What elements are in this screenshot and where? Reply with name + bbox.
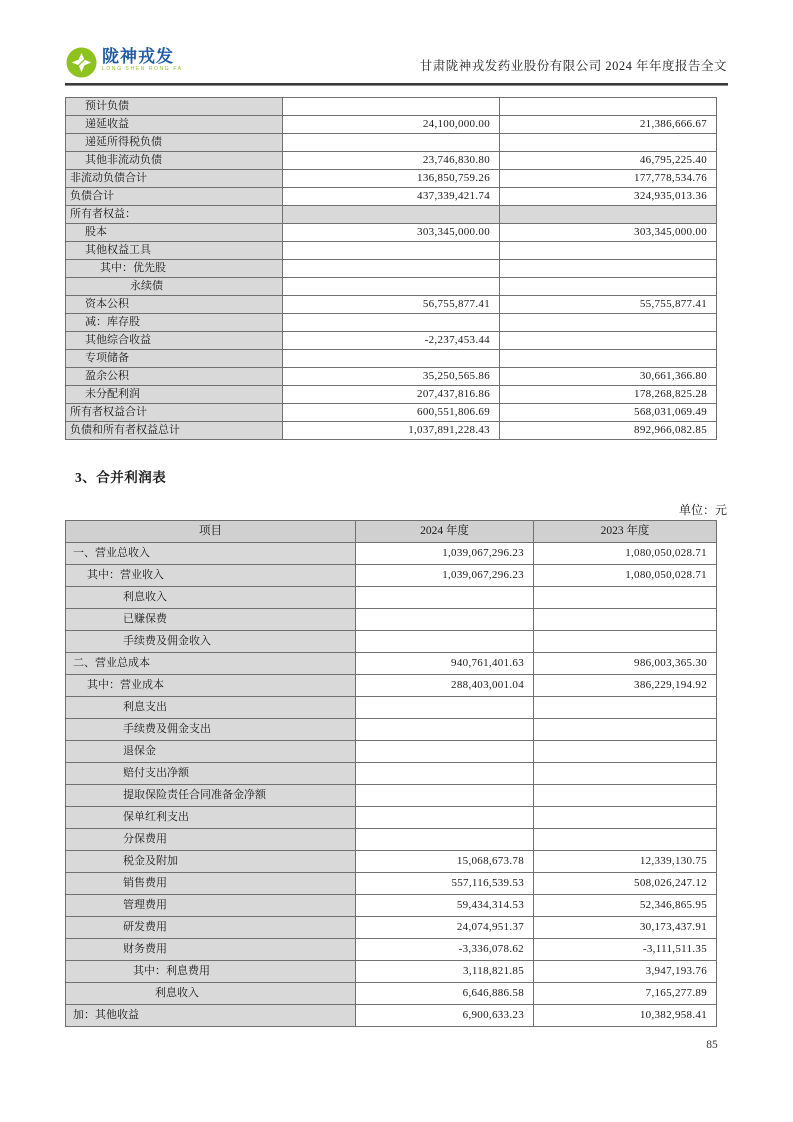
value-2024	[283, 278, 500, 296]
table-row	[66, 422, 717, 440]
value-2023: 1,080,050,028.71	[534, 565, 717, 587]
row-label: 税金及附加	[66, 851, 356, 873]
value-2024	[356, 719, 534, 741]
value-2024: 15,068,673.78	[356, 851, 534, 873]
row-label: 其中：营业成本	[66, 675, 356, 697]
row-label: 其他非流动负债	[66, 152, 283, 170]
value-2024	[356, 829, 534, 851]
table-row	[66, 895, 717, 917]
value-2023	[500, 350, 717, 368]
value-2024: 557,116,539.53	[356, 873, 534, 895]
row-label: 负债和所有者权益总计	[66, 422, 283, 440]
value-2024	[356, 631, 534, 653]
table-row	[66, 98, 717, 116]
value-2023: 986,003,365.30	[534, 653, 717, 675]
value-2024	[283, 314, 500, 332]
table-row	[66, 242, 717, 260]
row-label: 二、营业总成本	[66, 653, 356, 675]
row-label: 递延收益	[66, 116, 283, 134]
row-label: 利息收入	[66, 587, 356, 609]
value-2023: 303,345,000.00	[500, 224, 717, 242]
table-row	[66, 675, 717, 697]
table-row	[66, 314, 717, 332]
table-row	[66, 368, 717, 386]
row-label: 负债合计	[66, 188, 283, 206]
value-2023	[534, 719, 717, 741]
table-row	[66, 386, 717, 404]
value-2024: 136,850,759.26	[283, 170, 500, 188]
row-label: 永续债	[66, 278, 283, 296]
row-label: 赔付支出净额	[66, 763, 356, 785]
value-2023	[534, 609, 717, 631]
value-2023: -3,111,511.35	[534, 939, 717, 961]
row-label: 退保金	[66, 741, 356, 763]
table-header-row	[66, 521, 717, 543]
value-2023	[534, 697, 717, 719]
row-label: 已赚保费	[66, 609, 356, 631]
value-2024: 1,039,067,296.23	[356, 565, 534, 587]
value-2023: 30,173,437.91	[534, 917, 717, 939]
row-label: 所有者权益：	[66, 206, 283, 224]
row-label: 非流动负债合计	[66, 170, 283, 188]
table-row	[66, 224, 717, 242]
value-2023	[534, 741, 717, 763]
value-2023	[534, 631, 717, 653]
row-label: 未分配利润	[66, 386, 283, 404]
row-label: 管理费用	[66, 895, 356, 917]
value-2024: 23,746,830.80	[283, 152, 500, 170]
row-label: 分保费用	[66, 829, 356, 851]
table-row	[66, 631, 717, 653]
table-row	[66, 170, 717, 188]
value-2024	[356, 807, 534, 829]
brand-name-cn: 陇神戎发	[102, 47, 174, 66]
value-2024: 940,761,401.63	[356, 653, 534, 675]
table-row	[66, 763, 717, 785]
brand-name-en: LONG SHEN RONG FA	[102, 66, 183, 72]
value-2024	[356, 587, 534, 609]
value-2023: 568,031,069.49	[500, 404, 717, 422]
row-label: 其中：营业收入	[66, 565, 356, 587]
row-label: 销售费用	[66, 873, 356, 895]
table-row	[66, 609, 717, 631]
value-2023: 3,947,193.76	[534, 961, 717, 983]
table-row	[66, 404, 717, 422]
row-label: 预计负债	[66, 98, 283, 116]
value-2023: 386,229,194.92	[534, 675, 717, 697]
value-2024	[356, 785, 534, 807]
value-2023: 10,382,958.41	[534, 1005, 717, 1027]
header-divider	[65, 83, 728, 86]
value-2023: 12,339,130.75	[534, 851, 717, 873]
value-2024: 3,118,821.85	[356, 961, 534, 983]
value-2024: 1,039,067,296.23	[356, 543, 534, 565]
value-2023: 177,778,534.76	[500, 170, 717, 188]
table-row	[66, 188, 717, 206]
row-label: 其中：利息费用	[66, 961, 356, 983]
table-row	[66, 565, 717, 587]
value-2023: 55,755,877.41	[500, 296, 717, 314]
column-header-2023: 2023 年度	[534, 521, 717, 543]
section-title: 3、合并利润表	[75, 470, 167, 485]
table-row	[66, 296, 717, 314]
value-2023	[534, 587, 717, 609]
value-2023	[500, 332, 717, 350]
value-2023	[534, 829, 717, 851]
table-row	[66, 1005, 717, 1027]
table-row	[66, 278, 717, 296]
table-row	[66, 873, 717, 895]
row-label: 利息支出	[66, 697, 356, 719]
column-header-item: 项目	[66, 521, 356, 543]
value-2023: 1,080,050,028.71	[534, 543, 717, 565]
table-row	[66, 851, 717, 873]
table-row	[66, 134, 717, 152]
document-title: 甘肃陇神戎发药业股份有限公司 2024 年年度报告全文	[419, 59, 727, 73]
value-2024	[283, 242, 500, 260]
row-label: 专项储备	[66, 350, 283, 368]
value-2024: 24,100,000.00	[283, 116, 500, 134]
value-2024: 303,345,000.00	[283, 224, 500, 242]
row-label: 研发费用	[66, 917, 356, 939]
table-row	[66, 807, 717, 829]
row-label: 其他权益工具	[66, 242, 283, 260]
value-2023: 21,386,666.67	[500, 116, 717, 134]
value-2024: 56,755,877.41	[283, 296, 500, 314]
table-row	[66, 587, 717, 609]
table-row	[66, 983, 717, 1005]
logo-pinwheel-icon	[66, 47, 97, 78]
value-2024: 288,403,001.04	[356, 675, 534, 697]
value-2023: 324,935,013.36	[500, 188, 717, 206]
value-2023	[500, 314, 717, 332]
row-label: 资本公积	[66, 296, 283, 314]
table-row	[66, 653, 717, 675]
income-statement-table	[65, 520, 717, 1027]
value-2023	[500, 278, 717, 296]
value-2023	[534, 763, 717, 785]
value-2024: 207,437,816.86	[283, 386, 500, 404]
value-2023	[500, 206, 717, 224]
unit-label: 单位：元	[678, 503, 727, 517]
row-label: 所有者权益合计	[66, 404, 283, 422]
value-2024	[356, 741, 534, 763]
value-2023: 508,026,247.12	[534, 873, 717, 895]
value-2024: 6,900,633.23	[356, 1005, 534, 1027]
value-2024: 1,037,891,228.43	[283, 422, 500, 440]
table-row	[66, 697, 717, 719]
row-label: 财务费用	[66, 939, 356, 961]
value-2024	[356, 609, 534, 631]
value-2023: 7,165,277.89	[534, 983, 717, 1005]
table-row	[66, 260, 717, 278]
value-2023: 52,346,865.95	[534, 895, 717, 917]
table-row	[66, 116, 717, 134]
table-row	[66, 350, 717, 368]
value-2024	[356, 763, 534, 785]
value-2023	[500, 134, 717, 152]
row-label: 加：其他收益	[66, 1005, 356, 1027]
value-2024	[283, 350, 500, 368]
row-label: 递延所得税负债	[66, 134, 283, 152]
table-row	[66, 332, 717, 350]
page-number: 85	[706, 1039, 718, 1051]
value-2024: -3,336,078.62	[356, 939, 534, 961]
value-2023: 30,661,366.80	[500, 368, 717, 386]
value-2024	[283, 98, 500, 116]
column-header-2024: 2024 年度	[356, 521, 534, 543]
row-label: 手续费及佣金收入	[66, 631, 356, 653]
value-2024: 35,250,565.86	[283, 368, 500, 386]
value-2024	[283, 206, 500, 224]
value-2024: 59,434,314.53	[356, 895, 534, 917]
company-logo	[66, 47, 183, 78]
row-label: 股本	[66, 224, 283, 242]
value-2023: 892,966,082.85	[500, 422, 717, 440]
row-label: 一、营业总收入	[66, 543, 356, 565]
table-row	[66, 917, 717, 939]
table-row	[66, 741, 717, 763]
value-2024	[356, 697, 534, 719]
balance-sheet-table	[65, 97, 717, 440]
row-label: 其中：优先股	[66, 260, 283, 278]
value-2023: 178,268,825.28	[500, 386, 717, 404]
table-row	[66, 719, 717, 741]
value-2024: 600,551,806.69	[283, 404, 500, 422]
value-2024: 437,339,421.74	[283, 188, 500, 206]
value-2023	[500, 242, 717, 260]
value-2024: -2,237,453.44	[283, 332, 500, 350]
value-2024	[283, 134, 500, 152]
row-label: 其他综合收益	[66, 332, 283, 350]
table-row	[66, 829, 717, 851]
row-label: 利息收入	[66, 983, 356, 1005]
row-label: 保单红利支出	[66, 807, 356, 829]
value-2023: 46,795,225.40	[500, 152, 717, 170]
row-label: 提取保险责任合同准备金净额	[66, 785, 356, 807]
row-label: 手续费及佣金支出	[66, 719, 356, 741]
row-label: 盈余公积	[66, 368, 283, 386]
value-2024	[283, 260, 500, 278]
value-2023	[534, 785, 717, 807]
value-2024: 24,074,951.37	[356, 917, 534, 939]
value-2023	[500, 260, 717, 278]
value-2024: 6,646,886.58	[356, 983, 534, 1005]
table-row	[66, 206, 717, 224]
row-label: 减：库存股	[66, 314, 283, 332]
table-row	[66, 939, 717, 961]
value-2023	[534, 807, 717, 829]
table-row	[66, 785, 717, 807]
table-row	[66, 961, 717, 983]
table-row	[66, 543, 717, 565]
table-row	[66, 152, 717, 170]
value-2023	[500, 98, 717, 116]
